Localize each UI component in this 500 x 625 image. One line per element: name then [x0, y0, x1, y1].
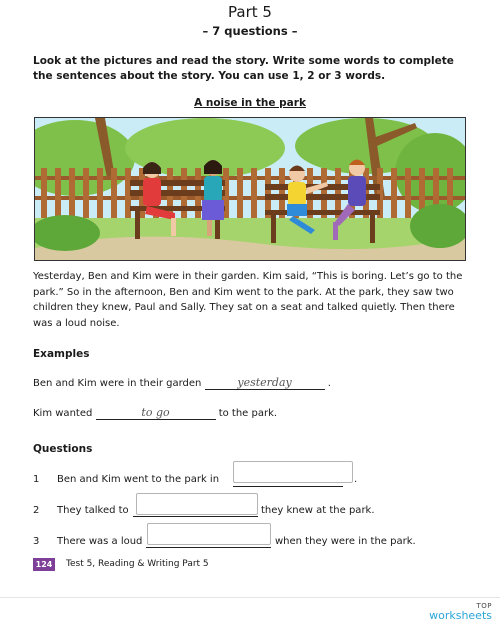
- questions-heading: Questions: [33, 443, 93, 455]
- question-1-text: Ben and Kim went to the park in: [57, 474, 220, 485]
- example-2-after: to the park.: [218, 408, 278, 419]
- brand-main: worksheets: [429, 609, 492, 622]
- question-3-answer-line: [146, 547, 271, 548]
- footer-divider: [0, 597, 500, 598]
- instructions: Look at the pictures and read the story. Write some words to complete the sentences about the story. You can use 1, 2 or 3 words.: [33, 55, 454, 82]
- question-1-answer-input[interactable]: [233, 461, 353, 483]
- question-3-number: 3: [33, 536, 40, 547]
- example-1-answer: yesterday: [205, 376, 325, 390]
- question-3-answer-input[interactable]: [147, 523, 271, 545]
- question-2-answer-input[interactable]: [136, 493, 258, 515]
- example-2: [33, 406, 277, 420]
- example-2-text: Kim wanted: [33, 408, 93, 419]
- example-1-after: .: [327, 378, 331, 389]
- example-1: [33, 376, 331, 390]
- question-2-number: 2: [33, 505, 40, 516]
- question-1-answer-line: [233, 486, 343, 487]
- part-subtitle: – 7 questions –: [202, 24, 298, 38]
- question-1-after: .: [354, 474, 358, 485]
- story-text: Yesterday, Ben and Kim were in their garden. Kim said, “This is boring. Let’s go to the park.” So in the afternoon, Ben and Kim went to the park. At the park, they saw two children they knew, Paul and Sally. They sat on a seat and talked quietly. Then there was a loud noise.: [33, 271, 463, 329]
- question-3-after: when they were in the park.: [275, 536, 416, 547]
- question-1-number: 1: [33, 474, 40, 485]
- page-number-badge: 124: [33, 558, 55, 571]
- story-title: A noise in the park: [194, 97, 306, 109]
- footer-text: Test 5, Reading & Writing Part 5: [66, 559, 209, 569]
- example-2-answer: to go: [96, 406, 216, 420]
- question-3-text: There was a loud: [57, 536, 143, 547]
- part-title: Part 5: [228, 3, 272, 21]
- example-1-text: Ben and Kim were in their garden: [33, 378, 202, 389]
- brand-logo: [429, 601, 492, 621]
- question-2-answer-line: [133, 516, 258, 517]
- examples-heading: Examples: [33, 348, 90, 360]
- question-2-after: they knew at the park.: [261, 505, 375, 516]
- question-2-text: They talked to: [57, 505, 129, 516]
- park-illustration: [34, 117, 466, 261]
- brand-top: TOP: [476, 602, 492, 610]
